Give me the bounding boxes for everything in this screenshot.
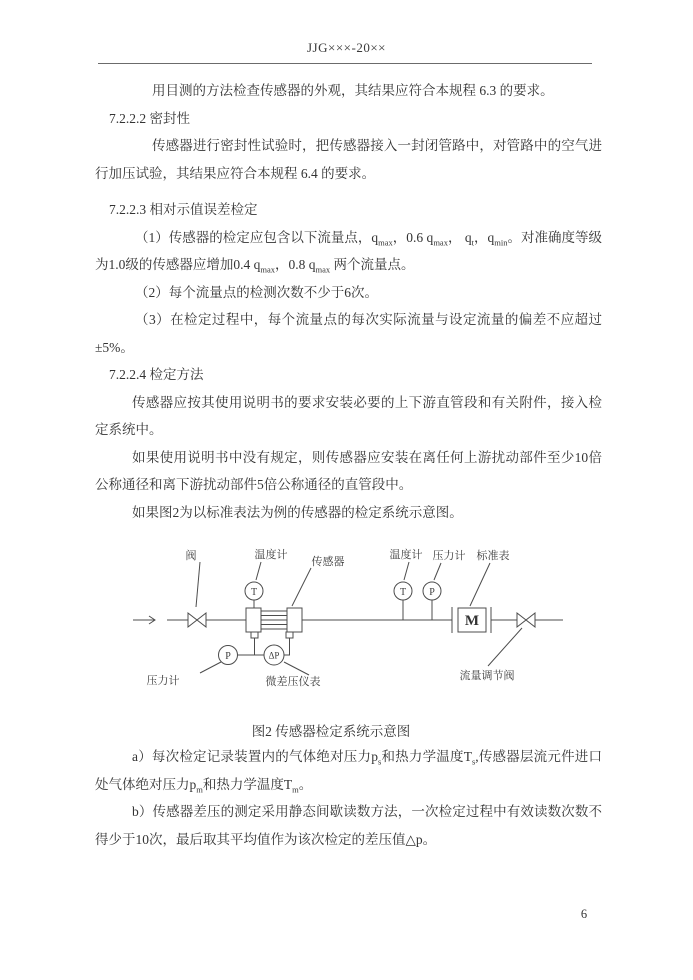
- pressure-letter-bottom: P: [225, 651, 231, 662]
- thermometer-letter-right: T: [399, 587, 407, 598]
- label-valve: 阀: [185, 550, 197, 562]
- paragraph-item-3: （3）在检定过程中，每个流量点的每次实际流量与设定流量的偏差不应超过±5%。: [95, 312, 602, 355]
- valve-icon: [188, 613, 206, 627]
- inlet-flow-arrow-icon: [133, 616, 155, 624]
- paragraph-item-1: （1）传感器的检定应包含以下流量点，$q_{max}$，0.6 $q_{max}$， $q_t$，$q_{min}$。对准确度等级为1.0级的传感器应增加0.4 $q_{max}$，0.8 $q_{max}$ 两个流量点。: [95, 229, 603, 275]
- paragraph-note-a: a）每次检定记录装置内的气体绝对压力$p_s$和热力学温度$T_s$,传感器层流元件进口处气体绝对压力$p_m$和热力学温度$T_m$。: [95, 749, 602, 795]
- flow-control-valve-icon: [517, 613, 535, 627]
- label-sensor: 传感器: [311, 556, 345, 568]
- label-micro-dp-instrument: 微差压仪表: [265, 676, 321, 688]
- label-thermometer-left: 温度计: [254, 549, 288, 561]
- sensor-icon: [246, 608, 302, 638]
- label-pressure-gauge-top: 压力计: [432, 550, 466, 562]
- thermometer-letter: T: [250, 587, 258, 598]
- label-standard-meter: 标准表: [476, 550, 510, 562]
- paragraph-no-spec: 如果使用说明书中没有规定，则传感器应安装在离任何上游扰动部件至少10倍公称通径和离下游扰动部件5倍公称通径的直管段中。: [95, 449, 602, 492]
- paragraph-note-b: b）传感器差压的测定采用静态间歇读数方法，一次检定过程中有效读数次数不得少于10次，最后取其平均值作为该次检定的差压值△p。: [95, 804, 602, 847]
- figure-caption: 图2 传感器检定系统示意图: [251, 724, 411, 739]
- page-number: 6: [580, 907, 588, 921]
- heading-7-2-2-4: 7.2.2.4 检定方法: [109, 367, 204, 382]
- heading-7-2-2-2: 7.2.2.2 密封性: [109, 110, 190, 126]
- heading-7-2-2-3: 7.2.2.3 相对示值误差检定: [109, 202, 258, 217]
- label-pressure-gauge-bottom: 压力计: [146, 675, 180, 687]
- page-header: JJG×××-20××: [307, 40, 386, 55]
- body-text-block: [95, 77, 602, 526]
- figure-2-diagram: [0, 535, 693, 700]
- paragraph-seal-test: 传感器进行密封性试验时，把传感器接入一封闭管路中，对管路中的空气进行加压试验，其结果应符合本规程 6.4 的要求。: [95, 138, 602, 181]
- paragraph-figure-intro: 如果图2为以标准表法为例的传感器的检定系统示意图。: [132, 504, 463, 520]
- label-flow-control-valve: 流量调节阀: [459, 670, 515, 682]
- standard-meter-letter: M: [464, 613, 480, 629]
- header-rule: [98, 63, 592, 64]
- paragraph-item-2: （2）每个流量点的检测次数不少于6次。: [135, 284, 378, 300]
- paragraph-install: 传感器应按其使用说明书的要求安装必要的上下游直管段和有关附件，接入检定系统中。: [95, 394, 602, 437]
- after-figure-text-block: [95, 743, 602, 853]
- paragraph-visual-check: 用目测的方法检查传感器的外观，其结果应符合本规程 6.3 的要求。: [152, 83, 554, 98]
- pressure-letter-top: P: [429, 587, 435, 598]
- verification-system-schematic: [0, 535, 693, 700]
- differential-pressure-letters: ΔP: [268, 650, 280, 661]
- label-thermometer-right: 温度计: [389, 549, 423, 561]
